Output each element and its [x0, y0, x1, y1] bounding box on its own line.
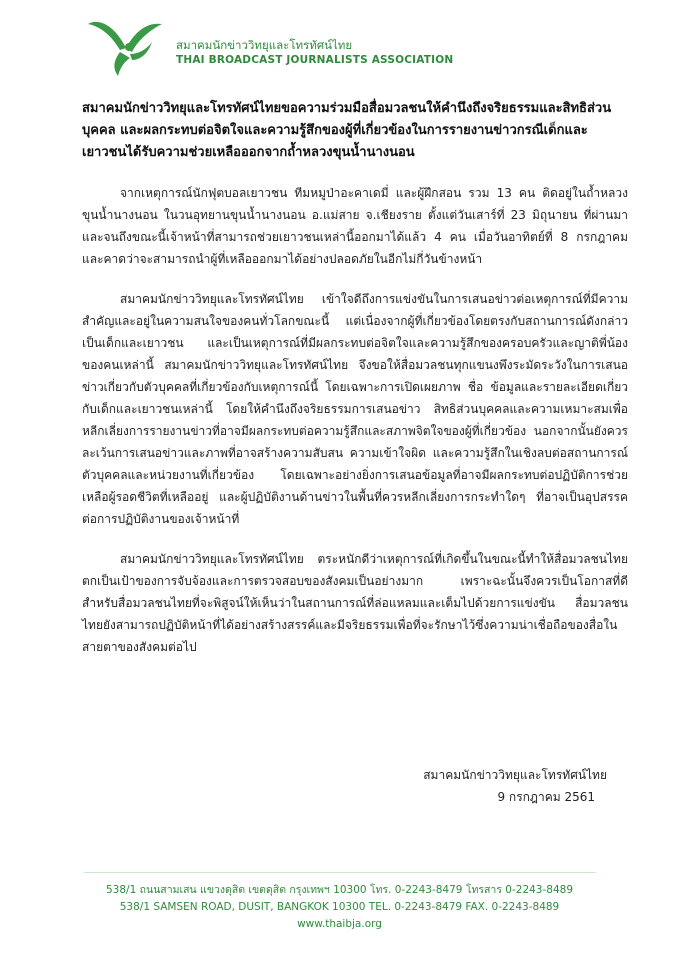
footer-address-thai: 538/1 ถนนสามเสน แขวงดุสิต เขตดุสิต กรุงเทพฯ 10300 โทร. 0-2243-8479 โทรสาร 0-2243-8489	[106, 884, 573, 896]
signature-block	[423, 764, 607, 808]
bird-logo-icon	[86, 14, 164, 80]
document-title: สมาคมนักข่าววิทยุและโทรทัศน์ไทยขอความร่วมมือสื่อมวลชนให้คำนึงถึงจริยธรรมและสิทธิส่วนบุคคล และผลกระทบต่อจิตใจและความรู้สึกของผู้ที่เกี่ยวข้องในการรายงานข่าวกรณีเด็กและเยาวชนได้รับความช่วยเหลือออกจากถ้ำหลวงขุนน้ำนางนอน	[82, 101, 612, 160]
footer	[0, 882, 679, 933]
footer-website: www.thaibja.org	[297, 918, 382, 930]
paragraph-2: สมาคมนักข่าววิทยุและโทรทัศน์ไทย เข้าใจดีถึงการแข่งขันในการเสนอข่าวต่อเหตุการณ์ที่มีความสำคัญและอยู่ในความสนใจของคนทั่วโลกขณะนี้ แต่เนื่องจากผู้ที่เกี่ยวข้องโดยตรงกับสถานการณ์ดังกล่าวเป็นเด็กและเยาวชน และเป็นเหตุการณ์ที่มีผลกระทบต่อจิตใจและความรู้สึกของครอบครัวและญาติพี่น้องของคนเหล่านี้ สมาคมนักข่าววิทยุและโทรทัศน์ไทย จึงขอให้สื่อมวลชนทุกแขนงพึงระมัดระวังในการเสนอข่าวเกี่ยวกับตัวบุคคลที่เกี่ยวข้องกับเหตุการณ์นี้ โดยเฉพาะการเปิดเผยภาพ ชื่อ ข้อมูลและรายละเอียดเกี่ยวกับเด็กและเยาวชนเหล่านี้ โดยให้คำนึงถึงจริยธรรมการเสนอข่าว สิทธิส่วนบุคคลและความเหมาะสมเพื่อหลีกเลี่ยงการรายงานข่าวที่อาจมีผลกระทบต่อความรู้สึกและสภาพจิตใจของผู้ที่เกี่ยวข้อง นอกจากนั้นยังควรละเว้นการเสนอข่าวและภาพที่อาจสร้างความสับสน ความเข้าใจผิด และความรู้สึกในเชิงลบต่อสถานการณ์ ตัวบุคคลและหน่วยงานที่เกี่ยวข้อง โดยเฉพาะอย่างยิ่งการเสนอข้อมูลที่อาจมีผลกระทบต่อปฏิบัติการช่วยเหลือผู้รอดชีวิตที่เหลืออยู่ และผู้ปฏิบัติงานด้านข่าวในพื้นที่ควรหลีกเลี่ยงการกระทำใดๆ ที่อาจเป็นอุปสรรคต่อการปฏิบัติงานของเจ้าหน้าที่	[82, 292, 628, 526]
org-name-thai: สมาคมนักข่าววิทยุและโทรทัศน์ไทย	[176, 38, 353, 52]
paragraph-3: สมาคมนักข่าววิทยุและโทรทัศน์ไทย ตระหนักดีว่าเหตุการณ์ที่เกิดขึ้นในขณะนี้ทำให้สื่อมวลชนไทยตกเป็นเป้าของการจับจ้องและการตรวจสอบของสังคมเป็นอย่างมาก เพราะฉะนั้นจึงควรเป็นโอกาสที่ดีสำหรับสื่อมวลชนไทยที่จะพิสูจน์ให้เห็นว่าในสถานการณ์ที่ล่อแหลมและเต็มไปด้วยการแข่งขัน สื่อมวลชนไทยยังสามารถปฏิบัติหน้าที่ได้อย่างสร้างสรรค์และมีจริยธรรมเพื่อที่จะรักษาไว้ซึ่งความน่าเชื่อถือของสื่อในสายตาของสังคมต่อไป	[82, 552, 628, 654]
footer-divider	[84, 872, 596, 873]
paragraph-1: จากเหตุการณ์นักฟุตบอลเยาวชน ทีมหมูป่าอะคาเดมี่ และผู้ฝึกสอน รวม 13 คน ติดอยู่ในถ้ำหลวงขุนน้ำนางนอน ในวนอุทยานขุนน้ำนางนอน อ.แม่สาย จ.เชียงราย ตั้งแต่วันเสาร์ที่ 23 มิถุนายน ที่ผ่านมา และจนถึงขณะนี้เจ้าหน้าที่สามารถช่วยเยาวชนเหล่านี้ออกมาได้แล้ว 4 คน เมื่อวันอาทิตย์ที่ 8 กรกฎาคม และคาดว่าจะสามารถนำผู้ที่เหลือออกมาได้อย่างปลอดภัยในอีกไม่กี่วันข้างหน้า	[82, 186, 628, 266]
org-name-english: THAI BROADCAST JOURNALISTS ASSOCIATION	[176, 54, 454, 66]
letter-body	[82, 98, 628, 676]
footer-address-english: 538/1 SAMSEN ROAD, DUSIT, BANGKOK 10300 TEL. 0-2243-8479 FAX. 0-2243-8489	[119, 901, 560, 913]
letter-date: 9 กรกฎาคม 2561	[497, 790, 595, 804]
signature-org: สมาคมนักข่าววิทยุและโทรทัศน์ไทย	[423, 768, 607, 782]
letterhead	[0, 0, 679, 95]
